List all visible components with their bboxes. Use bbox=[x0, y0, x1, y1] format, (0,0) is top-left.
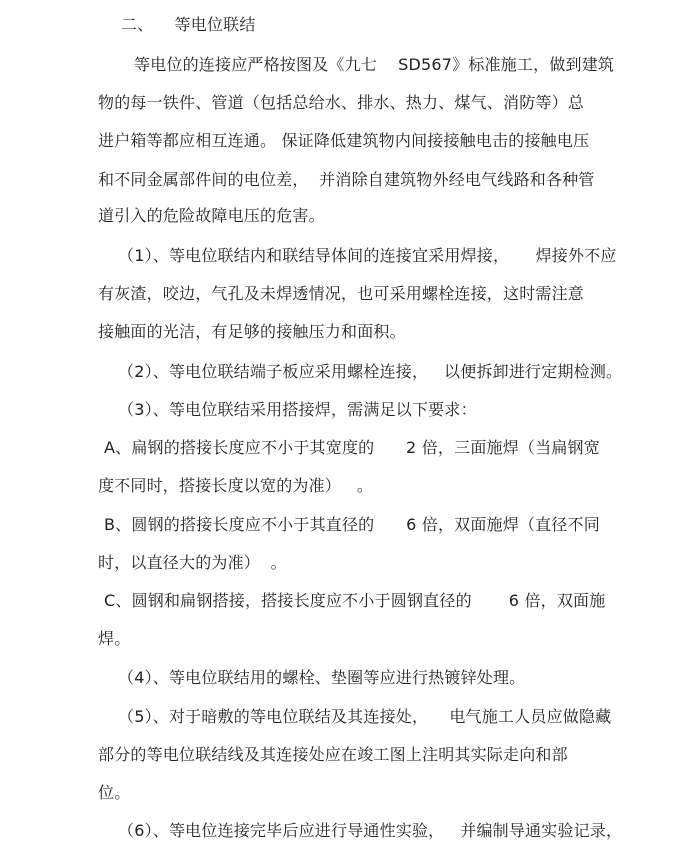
paragraph-line: （4）、等电位联结用的螺栓、垫圈等应进行热镀锌处理。 bbox=[118, 668, 526, 687]
paragraph-line: （1）、等电位联结内和联结导体间的连接宜采用焊接， 焊接外不应 bbox=[118, 246, 617, 265]
paragraph-line: 接触面的光洁，有足够的接触压力和面积。 bbox=[98, 322, 406, 341]
paragraph-line: 度不同时，搭接长度以宽的为准） 。 bbox=[98, 476, 374, 495]
paragraph-line: （2）、等电位联结端子板应采用螺栓连接， 以便拆卸进行定期检测。 bbox=[118, 362, 623, 381]
paragraph-line: （6）、等电位连接完毕后应进行导通性实验， 并编制导通实验记录， bbox=[118, 821, 623, 840]
paragraph-line: 位。 bbox=[98, 783, 131, 802]
paragraph-line: 等电位的连接应严格按图及《九七 SD567》标准施工，做到建筑 bbox=[134, 55, 615, 74]
paragraph-line: （5）、对于暗敷的等电位联结及其连接处， 电气施工人员应做隐藏 bbox=[118, 707, 612, 726]
paragraph-line: C、圆钢和扁钢搭接，搭接长度应不小于圆钢直径的 6 倍，双面施 bbox=[104, 591, 606, 610]
paragraph-line: 和不同金属部件间的电位差， 并消除自建筑物外经电气线路和各种管 bbox=[98, 170, 595, 189]
paragraph-line: 部分的等电位联结线及其连接处应在竣工图上注明其实际走向和部 bbox=[98, 745, 568, 764]
paragraph-line: 道引入的危险故障电压的危害。 bbox=[98, 206, 325, 225]
paragraph-line: B、圆钢的搭接长度应不小于其直径的 6 倍，双面施焊（直径不同 bbox=[104, 515, 600, 534]
paragraph-line: 焊。 bbox=[98, 629, 131, 648]
paragraph-line: A、扁钢的搭接长度应不小于其宽度的 2 倍，三面施焊（当扁钢宽 bbox=[104, 438, 600, 457]
paragraph-line: （3）、等电位联结采用搭接焊，需满足以下要求： bbox=[118, 400, 477, 419]
section-heading: 二、 等电位联结 bbox=[121, 15, 256, 34]
paragraph-line: 有灰渣，咬边，气孔及未焊透情况，也可采用螺栓连接，这时需注意 bbox=[98, 284, 585, 303]
paragraph-line: 时，以直径大的为准） 。 bbox=[98, 553, 287, 572]
paragraph-line: 物的每一铁件、管道（包括总给水、排水、热力、煤气、消防等）总 bbox=[98, 93, 585, 112]
paragraph-line: 进户箱等都应相互连通。 保证降低建筑物内间接接触电击的接触电压 bbox=[98, 131, 590, 150]
